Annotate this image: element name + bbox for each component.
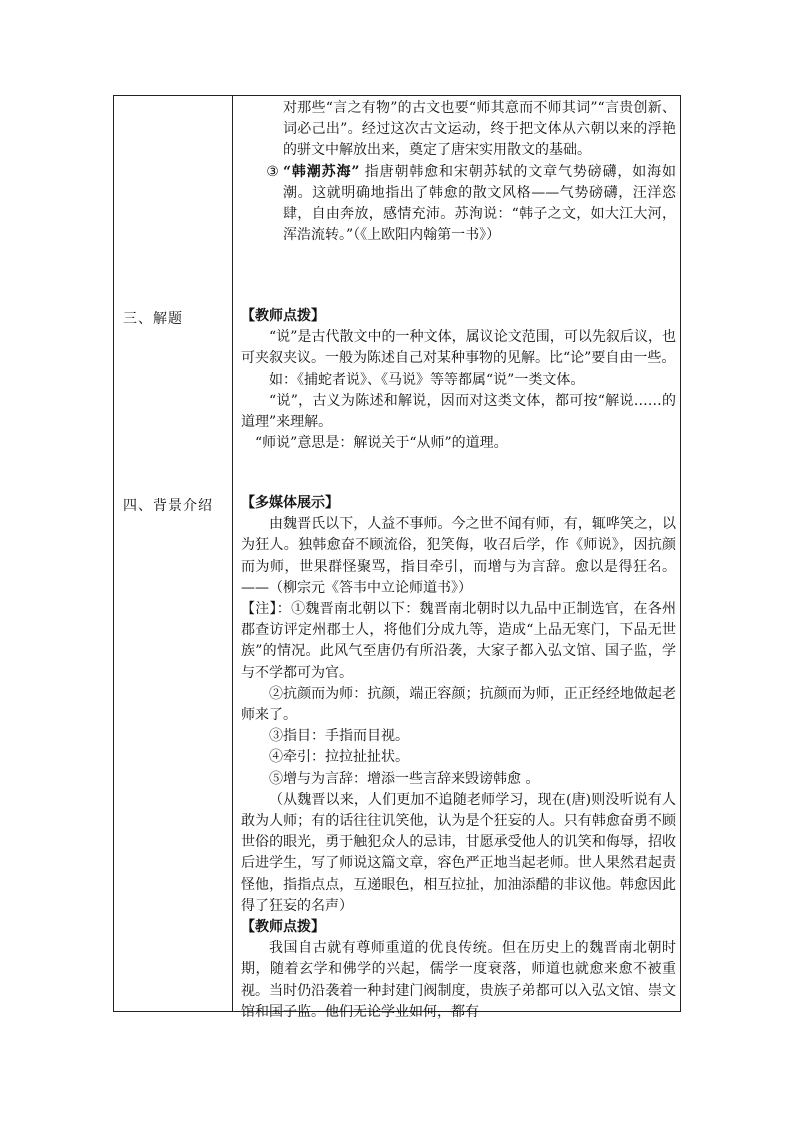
section-3-content	[241, 306, 676, 454]
section-4-heading-2: 【教师点拨】	[241, 919, 325, 936]
item-3-term: “韩潮苏海”	[283, 163, 360, 180]
section-4-note-1: 【注】：①魏晋南北朝以下：魏晋南北朝时以九品中正制选官，在各州郡查访评定州郡士人，将他们分成九等，造成“上品无寒门，下品无世族”的情况。此风气至唐仍有所沿袭，大家子都入弘文馆、国子监，学与不学都可为官。	[241, 601, 676, 681]
item-2-text: 对那些“言之有物”的古文也要“师其意而不师其词”“言贵创新、词必己出”。经过这次古文运动，终于把文体从六朝以来的浮艳的骈文中解放出来，奠定了唐宋实用散文的基础。	[283, 100, 676, 159]
section-3-para-1: “说”是古代散文中的一种文体，属议论文范围，可以先叙后议，也可夹叙夹议。一般为陈述自己对某种事物的见解。比“论”要自由一些。	[241, 329, 676, 367]
previous-section-content	[241, 98, 676, 246]
section-4-note-4: ④牵引：拉拉扯扯状。	[269, 749, 409, 766]
item-3-number: ③	[266, 163, 279, 180]
section-4-heading: 【多媒体展示】	[241, 495, 339, 511]
section-3-heading: 【教师点拨】	[241, 308, 325, 324]
section-3-para-3: “说”，古义为陈述和解说，因而对这类文体，都可按“解说……的道理”来理解。	[241, 392, 676, 431]
column-divider	[232, 96, 233, 1011]
section-4-note-2: ②抗颜而为师：抗颜，端正容颜；抗颜而为师，正正经经地做起老师来了。	[241, 685, 676, 724]
section-3-label: 三、解题	[123, 311, 183, 327]
section-4-note-3: ③指目：手指而目视。	[269, 728, 409, 745]
section-3-para-4: “师说”意思是：解说关于“从师”的道理。	[255, 435, 508, 452]
section-4-label: 四、背景介绍	[123, 498, 213, 514]
item-3	[241, 162, 676, 247]
section-4-para-last: 我国自古就有尊师重道的优良传统。但在历史上的魏晋南北朝时期，随着玄学和佛学的兴起，儒学一度衰落，师道也就愈来愈不被重视。当时仍沿袭着一种封建门阀制度，贵族子弟都可以入弘文馆、崇文馆和国子监。他们无论学业如何，都有	[241, 940, 676, 1020]
section-4-translation: （从魏晋以来，人们更加不追随老师学习，现在(唐)则没听说有人敢为人师；有的话往往讥笑他，认为是个狂妄的人。只有韩愈奋勇不顾世俗的眼光，勇于触犯众人的忌讳，甘愿承受他人的讥笑和侮辱，招收后进学生，写了师说这篇文章，容色严正地当起老师。世人果然君起责怪他，指指点点，互递眼色，相互拉扯，加油添醋的非议他。韩愈因此得了狂妄的名声）	[241, 791, 676, 914]
section-4-note-5: ⑤增与为言辞：增添一些言辞来毁谤韩愈 。	[269, 770, 540, 787]
section-4-content	[241, 493, 676, 1023]
section-4-quote: 由魏晋氏以下，人益不事师。今之世不闻有师，有，辄哗笑之，以为狂人。独韩愈奋不顾流俗，犯笑侮，收召后学，作《师说》，因抗颜而为师，世果群怪聚骂，指目牵引，而增与为言辞。愈以是得狂名。——（柳宗元《答韦中立论师道书》）	[241, 516, 676, 596]
lesson-table	[113, 95, 681, 1020]
section-3-para-2: 如：《捕蛇者说》、《马说》等等都属“说”一类文体。	[269, 371, 585, 388]
item-2-continuation	[241, 98, 676, 162]
item-3-text: 指唐朝韩愈和宋朝苏轼的文章气势磅礴，如海如潮。这就明确地指出了韩愈的散文风格——气势磅礴，汪洋恣肆，自由奔放，感情充沛。苏洵说：“韩子之文，如大江大河，浑浩流转。”（《上欧阳内翰第一书》）	[283, 163, 676, 244]
